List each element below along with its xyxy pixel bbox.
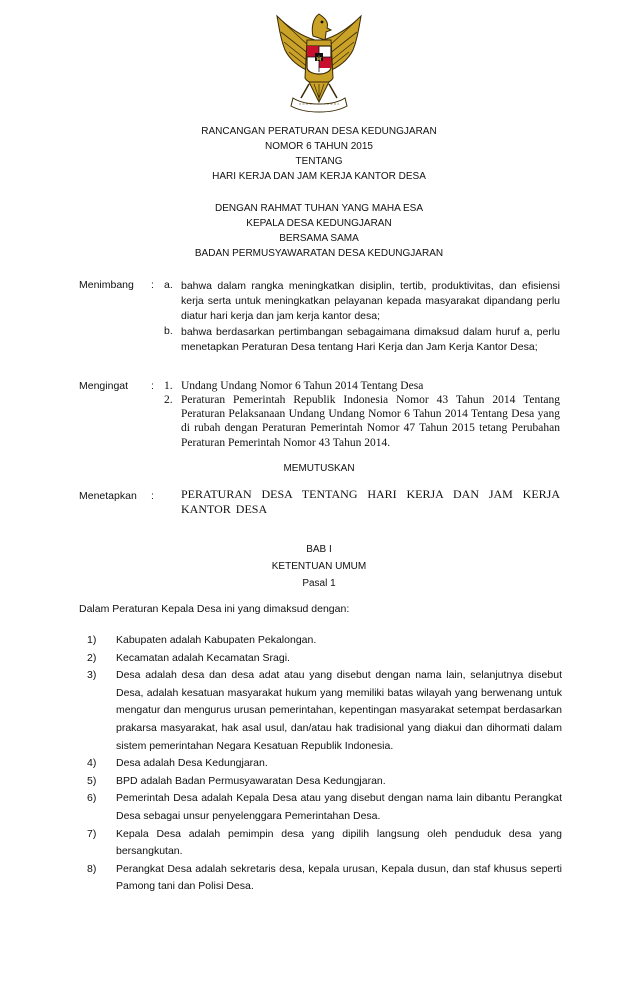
mengingat-label: Mengingat: [79, 380, 129, 392]
list-text: Desa adalah desa dan desa adat atau yang disebut dengan nama lain, selanjutnya disebut Desa, adalah kesatuan masyarakat hukum yang memiliki batas wilayah yang berwenang untuk mengatur dan mengurus urusan pemerintahan, kepentingan masyarakat setempat berdasarkan prakarsa masyarakat, hak asal usul, dan/atau hak tradisional yang diakui dan dihormati dalam sistem pemerintahan Negara Kesatuan Republik Indonesia.: [116, 669, 562, 752]
list-number: 1): [87, 634, 97, 646]
bab-title: BAB I: [306, 544, 332, 555]
mengingat-marker-1: 1.: [164, 380, 173, 392]
list-text: BPD adalah Badan Permusyawaratan Desa Kedungjaran.: [116, 774, 386, 787]
list-text: Kepala Desa adalah pemimpin desa yang dipilih langsung oleh penduduk desa yang bersangkutan.: [116, 827, 562, 858]
list-item: [87, 773, 562, 791]
bab-subtitle: KETENTUAN UMUM: [271, 561, 367, 572]
list-item: [87, 650, 562, 668]
mengingat-item-2: Peraturan Pemerintah Republik Indonesia Nomor 43 Tahun 2014 Tentang Peraturan Pelaksanaan Undang Undang Nomor 6 Tahun 2014 Tentang Desa yang di rubah dengan Peraturan Pemerintah Nomor 47 Tahun 2015 tetang Perubahan Peraturan Pemerintah Nomor 43 Tahun 2014.: [181, 394, 560, 449]
mengingat-colon: :: [151, 380, 154, 392]
title-line: TENTANG: [295, 156, 343, 167]
bab-heading: [0, 542, 638, 591]
list-text: Desa adalah Desa Kedungjaran.: [116, 757, 268, 770]
list-number: 8): [87, 862, 97, 875]
list-text: Pemerintah Desa adalah Kepala Desa atau yang disebut dengan nama lain dibantu Perangkat Desa sebagai unsur penyelenggara Pemerintahan Desa.: [116, 792, 562, 822]
list-item: [87, 861, 562, 896]
list-number: 5): [87, 774, 97, 787]
list-number: 2): [87, 651, 97, 664]
preamble-line: BADAN PERMUSYAWARATAN DESA KEDUNGJARAN: [194, 248, 444, 259]
document-title: [0, 124, 638, 184]
list-item: [87, 790, 562, 825]
menimbang-item-a: bahwa dalam rangka meningkatkan disiplin, tertib, produktivitas, dan efisiensi kerja serta untuk meningkatkan pelayanan kepada masyarakat dipandang perlu diatur hari kerja dan jam kerja kantor desa;: [181, 280, 560, 323]
menimbang-marker-a: a.: [164, 279, 173, 291]
list-item: [87, 755, 562, 773]
menimbang-item-b: bahwa berdasarkan pertimbangan sebagaimana dimaksud dalam huruf a, perlu menetapkan Peraturan Desa tentang Hari Kerja dan Jam Kerja Kantor Desa;: [181, 326, 560, 354]
definitions-list: [87, 632, 562, 896]
title-line: RANCANGAN PERATURAN DESA KEDUNGJARAN: [201, 126, 437, 137]
menimbang-colon: :: [151, 279, 154, 291]
definitions-intro: Dalam Peraturan Kepala Desa ini yang dimaksud dengan:: [79, 603, 350, 615]
mengingat-item-1: Undang Undang Nomor 6 Tahun 2014 Tentang Desa: [181, 380, 424, 392]
title-line: HARI KERJA DAN JAM KERJA KANTOR DESA: [212, 171, 426, 182]
list-text: Kecamatan adalah Kecamatan Sragi.: [116, 651, 290, 664]
title-line: NOMOR 6 TAHUN 2015: [265, 141, 373, 152]
menetapkan-label: Menetapkan: [79, 490, 137, 502]
list-number: 4): [87, 757, 97, 770]
list-number: 6): [87, 792, 97, 805]
menimbang-marker-b: b.: [164, 325, 173, 337]
list-item: [87, 667, 562, 755]
mengingat-marker-2: 2.: [164, 394, 173, 406]
list-text: Kabupaten adalah Kabupaten Pekalongan.: [116, 634, 317, 646]
list-text: Perangkat Desa adalah sekretaris desa, kepala urusan, Kepala dusun, dan staf khusus seperti Pamong tani dan Polisi Desa.: [116, 862, 562, 893]
menetapkan-text: PERATURAN DESA TENTANG HARI KERJA DAN JAM KERJA KANTOR DESA: [181, 487, 560, 516]
garuda-emblem-icon: [271, 6, 367, 116]
list-number: 3): [87, 669, 97, 682]
preamble-line: DENGAN RAHMAT TUHAN YANG MAHA ESA: [214, 203, 423, 214]
list-number: 7): [87, 827, 97, 840]
pasal-title: Pasal 1: [302, 578, 336, 589]
menetapkan-colon: :: [151, 490, 154, 502]
preamble-line: KEPALA DESA KEDUNGJARAN: [246, 218, 392, 229]
list-item: [87, 826, 562, 861]
memutuskan-heading: MEMUTUSKAN: [283, 463, 355, 474]
list-item: [87, 632, 562, 650]
preamble-line: BERSAMA SAMA: [279, 233, 359, 244]
menimbang-label: Menimbang: [79, 279, 134, 291]
preamble: [0, 201, 638, 261]
